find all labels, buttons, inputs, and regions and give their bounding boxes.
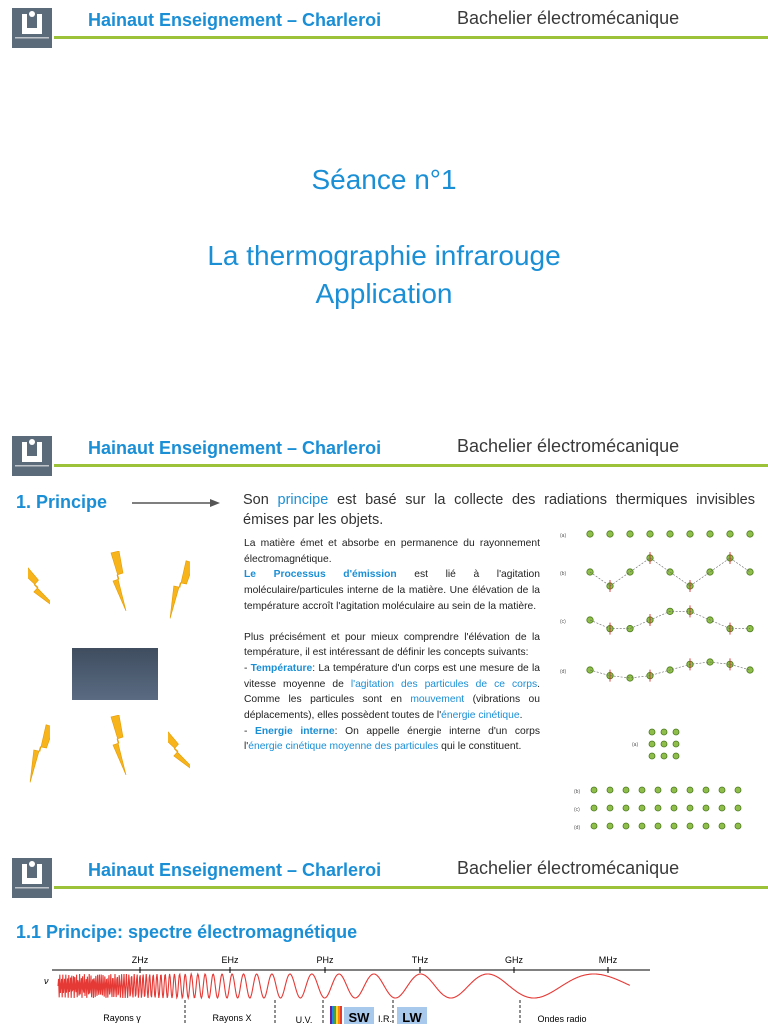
particle [627, 569, 633, 575]
particle [727, 531, 733, 537]
province-hainaut-logo [12, 436, 52, 476]
particle [747, 531, 753, 537]
row-label: (d) [560, 669, 567, 675]
section-title: 1. Principe [16, 492, 108, 512]
province-hainaut-logo [12, 8, 52, 48]
slide-spectrum [0, 850, 768, 1024]
particle [661, 741, 667, 747]
particle [591, 787, 597, 793]
frequency-label: MHz [598, 955, 618, 965]
particle [747, 667, 753, 673]
header-divider [54, 464, 768, 467]
paragraph: La matière émet et absorbe en permanence du rayonnement électromagnétique. [244, 538, 540, 565]
particle [735, 805, 741, 811]
band-label-ir: I.R. [377, 1014, 393, 1024]
visible-spectrum [340, 1006, 342, 1024]
particle [673, 741, 679, 747]
paragraph: Plus précisément et pour mieux comprendre l'élévation de la température, il est intéressant de définir les concepts suivants: [244, 631, 540, 659]
particle [687, 531, 693, 537]
particle [639, 823, 645, 829]
particle [687, 823, 693, 829]
particle [623, 805, 629, 811]
particle [707, 531, 713, 537]
particle [719, 823, 725, 829]
institution-name: Hainaut Enseignement – Charleroi [88, 10, 382, 30]
body-text [244, 536, 540, 755]
institution-name: Hainaut Enseignement – Charleroi [88, 438, 382, 458]
visible-spectrum [336, 1006, 338, 1024]
section-title: 1.1 Principe: spectre électromagnétique [16, 922, 358, 942]
em-spectrum-diagram [0, 950, 768, 1024]
visible-spectrum [330, 1006, 332, 1024]
particle [703, 823, 709, 829]
frequency-label: ZHz [131, 955, 149, 965]
session-title: Séance n°1 [311, 164, 457, 195]
visible-spectrum [338, 1006, 340, 1024]
band-label-uv: U.V. [295, 1015, 313, 1024]
particle [649, 729, 655, 735]
paragraph: Le Processus d'émission est lié à l'agitation moléculaire/particules interne de la matière. Une élévation de la température accroît l'agitation moléculaire au sein de la matière. [244, 569, 540, 612]
arrow-right-icon [132, 498, 220, 508]
slide-header [0, 0, 768, 54]
frequency-label: PHz [316, 955, 334, 965]
slide-header [0, 428, 768, 482]
particle [687, 787, 693, 793]
row-label: (a) [632, 742, 639, 748]
slide-title [0, 0, 768, 428]
slide-principe [0, 428, 768, 850]
wave-line [590, 662, 750, 678]
row-label: (d) [574, 825, 581, 831]
particle [649, 741, 655, 747]
radiation-bolt-icon [108, 712, 130, 778]
particle [591, 823, 597, 829]
intro-text: Son principe est basé sur la collecte des radiations thermiques invisibles émises par les objets. [243, 492, 755, 528]
particle [747, 569, 753, 575]
row-label: (b) [574, 789, 581, 795]
particle [735, 787, 741, 793]
particle [655, 787, 661, 793]
program-name: Bachelier électromécanique [457, 8, 680, 28]
visible-spectrum [332, 1006, 334, 1024]
particle [707, 569, 713, 575]
particle [623, 787, 629, 793]
particle [671, 805, 677, 811]
header-divider [54, 886, 768, 889]
particle [655, 805, 661, 811]
program-name: Bachelier électromécanique [457, 436, 680, 456]
particle [667, 569, 673, 575]
emitting-object [72, 648, 158, 700]
visible-spectrum [334, 1006, 336, 1024]
row-label: (c) [560, 619, 566, 625]
particle [607, 787, 613, 793]
particle [719, 787, 725, 793]
band-label-xray: Rayons X [212, 1013, 252, 1023]
row-label: (c) [574, 807, 580, 813]
band-label-radio: Ondes radio [537, 1014, 587, 1024]
particle [647, 531, 653, 537]
row-label: (a) [560, 533, 567, 539]
particle [719, 805, 725, 811]
particle [655, 823, 661, 829]
frequency-label: GHz [505, 955, 523, 965]
lecture-subtitle: Application [315, 278, 453, 309]
radiation-bolt-icon [168, 720, 190, 786]
band-label-lw: LW [402, 1010, 422, 1024]
particle [587, 531, 593, 537]
particle [687, 805, 693, 811]
radiation-bolt-icon [28, 720, 50, 786]
particle [591, 805, 597, 811]
radiation-bolt-icon [108, 548, 130, 614]
particle [627, 531, 633, 537]
header-divider [54, 36, 768, 39]
particle [671, 787, 677, 793]
frequency-label: THz [411, 955, 429, 965]
row-label: (b) [560, 571, 567, 577]
particle [607, 805, 613, 811]
radiation-bolt-icon [28, 556, 50, 622]
particle [661, 729, 667, 735]
particle [735, 823, 741, 829]
institution-name: Hainaut Enseignement – Charleroi [88, 860, 382, 880]
particle [661, 753, 667, 759]
program-name: Bachelier électromécanique [457, 858, 680, 878]
temperature-definition: - Température: La température d'un corps est une mesure de la vitesse moyenne de l'agitation des particules de ce corps. Comme les particules sont en mouvement (vibrations ou déplacements), elles possèdent toutes de l'énergie cinétique. [244, 662, 540, 722]
particle [673, 729, 679, 735]
em-wave [58, 974, 630, 998]
lecture-title: La thermographie infrarouge [207, 240, 561, 271]
particle [667, 531, 673, 537]
slide-header [0, 850, 768, 904]
particle [673, 753, 679, 759]
band-label-gamma: Rayons γ [103, 1013, 141, 1023]
frequency-label: EHz [221, 955, 239, 965]
particle-vibration-diagram [556, 522, 760, 834]
band-label-sw: SW [348, 1010, 370, 1024]
particle [607, 823, 613, 829]
radiation-bolt-icon [168, 556, 190, 622]
particle [703, 805, 709, 811]
province-hainaut-logo [12, 858, 52, 898]
particle [649, 753, 655, 759]
particle [639, 787, 645, 793]
internal-energy-definition: - Energie interne: On appelle énergie interne d'un corps l'énergie cinétique moyenne des particules qui le constituent. [244, 725, 540, 753]
particle [703, 787, 709, 793]
particle [639, 805, 645, 811]
particle [623, 823, 629, 829]
particle [607, 531, 613, 537]
nu-label: ν [44, 976, 49, 986]
particle [671, 823, 677, 829]
